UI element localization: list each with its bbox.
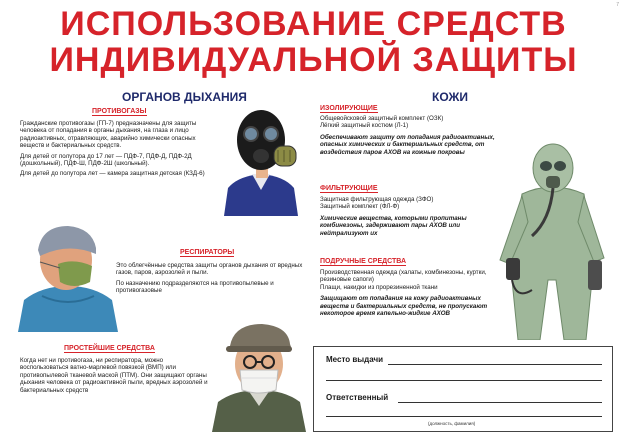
issue-place-line-2 — [326, 380, 602, 381]
insulating-item1: Общевойсковой защитный комплект (ОЗК) — [320, 115, 444, 122]
gas-masks-p3: Для детей до полутора лет — камера защитная детская (КЗД-6) — [20, 170, 205, 178]
issue-place-line — [388, 364, 602, 365]
respirators-p2: По назначению подразделяются на противопылевые и противогазовые — [116, 279, 274, 295]
insulating-text — [320, 115, 506, 156]
responsible-line — [398, 402, 602, 403]
heading-skin: КОЖИ — [432, 90, 468, 104]
improvised-p2: Плащи, накидки из прорезиненной ткани — [320, 283, 438, 291]
subheading-gas-masks: ПРОТИВОГАЗЫ — [92, 108, 147, 115]
improvised-text — [320, 269, 506, 317]
improvised-note: Защищают от попадания на кожу радиоактивных веществ и бактериальных средств, не пропускают некоторое время капельно-жидкие АХОВ — [320, 295, 488, 318]
issue-info-form — [313, 346, 613, 432]
protective-suit-person-illustration — [492, 140, 614, 340]
gas-masks-p2: Для детей от полутора до 17 лет — ПДФ-7, ПДФ-Д, ПДФ-2Д (дошкольный), ПДФ-Ш, ПДФ-2Ш (школьный). — [20, 152, 192, 168]
respirator-person-illustration — [18, 220, 118, 332]
page-number: 7 — [616, 2, 619, 8]
insulating-note: Обеспечивают защиту от попадания радиоактивных, опасных химических и бактериальных средств, от воздействия паров АХОВ на кожные покровы — [320, 133, 495, 156]
improvised-p1: Производственная одежда (халаты, комбинезоны, куртки, резиновые сапоги) — [320, 269, 487, 284]
filtering-note: Химические вещества, которыми пропитаны комбинезоны, задерживают пары АХОВ или нейтрализуют их — [320, 214, 467, 237]
issue-place-label: Место выдачи — [326, 355, 384, 364]
responsible-note: (должность, фамилия) — [428, 421, 476, 426]
subheading-respirators: РЕСПИРАТОРЫ — [180, 249, 235, 256]
heading-respiratory: ОРГАНОВ ДЫХАНИЯ — [122, 90, 247, 104]
responsible-label: Ответственный — [326, 393, 389, 402]
filtering-item1: Защитная фильтрующая одежда (ЗФО) — [320, 196, 434, 203]
page-title-line1: ИСПОЛЬЗОВАНИЕ СРЕДСТВ — [60, 5, 567, 43]
simplest-text — [20, 357, 212, 397]
subheading-filtering: ФИЛЬТРУЮЩИЕ — [320, 185, 378, 192]
respirators-text — [116, 262, 308, 298]
subheading-insulating: ИЗОЛИРУЮЩИЕ — [320, 105, 378, 112]
responsible-line-2 — [326, 416, 602, 417]
insulating-item2: Лёгкий защитный костюм (Л-1) — [320, 122, 409, 130]
gauze-mask-person-illustration — [212, 318, 306, 432]
gas-masks-p1: Гражданские противогазы (ГП-7) предназначены для защиты человека от попадания в органы дыхания, на глаза и лицо радиоактивных, отравляющих, аварийно химически опасных веществ и бактериальных средств. — [20, 120, 197, 150]
filtering-text — [320, 196, 506, 237]
subheading-simplest: ПРОСТЕЙШИЕ СРЕДСТВА — [64, 345, 155, 352]
filtering-item2: Защитный комплект (ФЛ-Ф) — [320, 203, 400, 211]
subheading-improvised: ПОДРУЧНЫЕ СРЕДСТВА — [320, 258, 407, 265]
respirators-p1: Это облегчённые средства защиты органов дыхания от вредных газов, паров, аэрозолей и пыли. — [116, 262, 303, 277]
page-title-line2: ИНДИВИДУАЛЬНОЙ ЗАЩИТЫ — [49, 41, 578, 79]
simplest-p1: Когда нет ни противогаза, ни респиратора, можно воспользоваться ватно-марлевой повязкой (ВМП) или противопылевой тканевой маской (ПТМ). Они защищают органы дыхания человека от радиоактивной пыли, вредных аэрозолей и бактериальных средств — [20, 357, 208, 394]
gas-masks-text — [20, 120, 208, 181]
gas-mask-person-illustration — [218, 104, 304, 216]
